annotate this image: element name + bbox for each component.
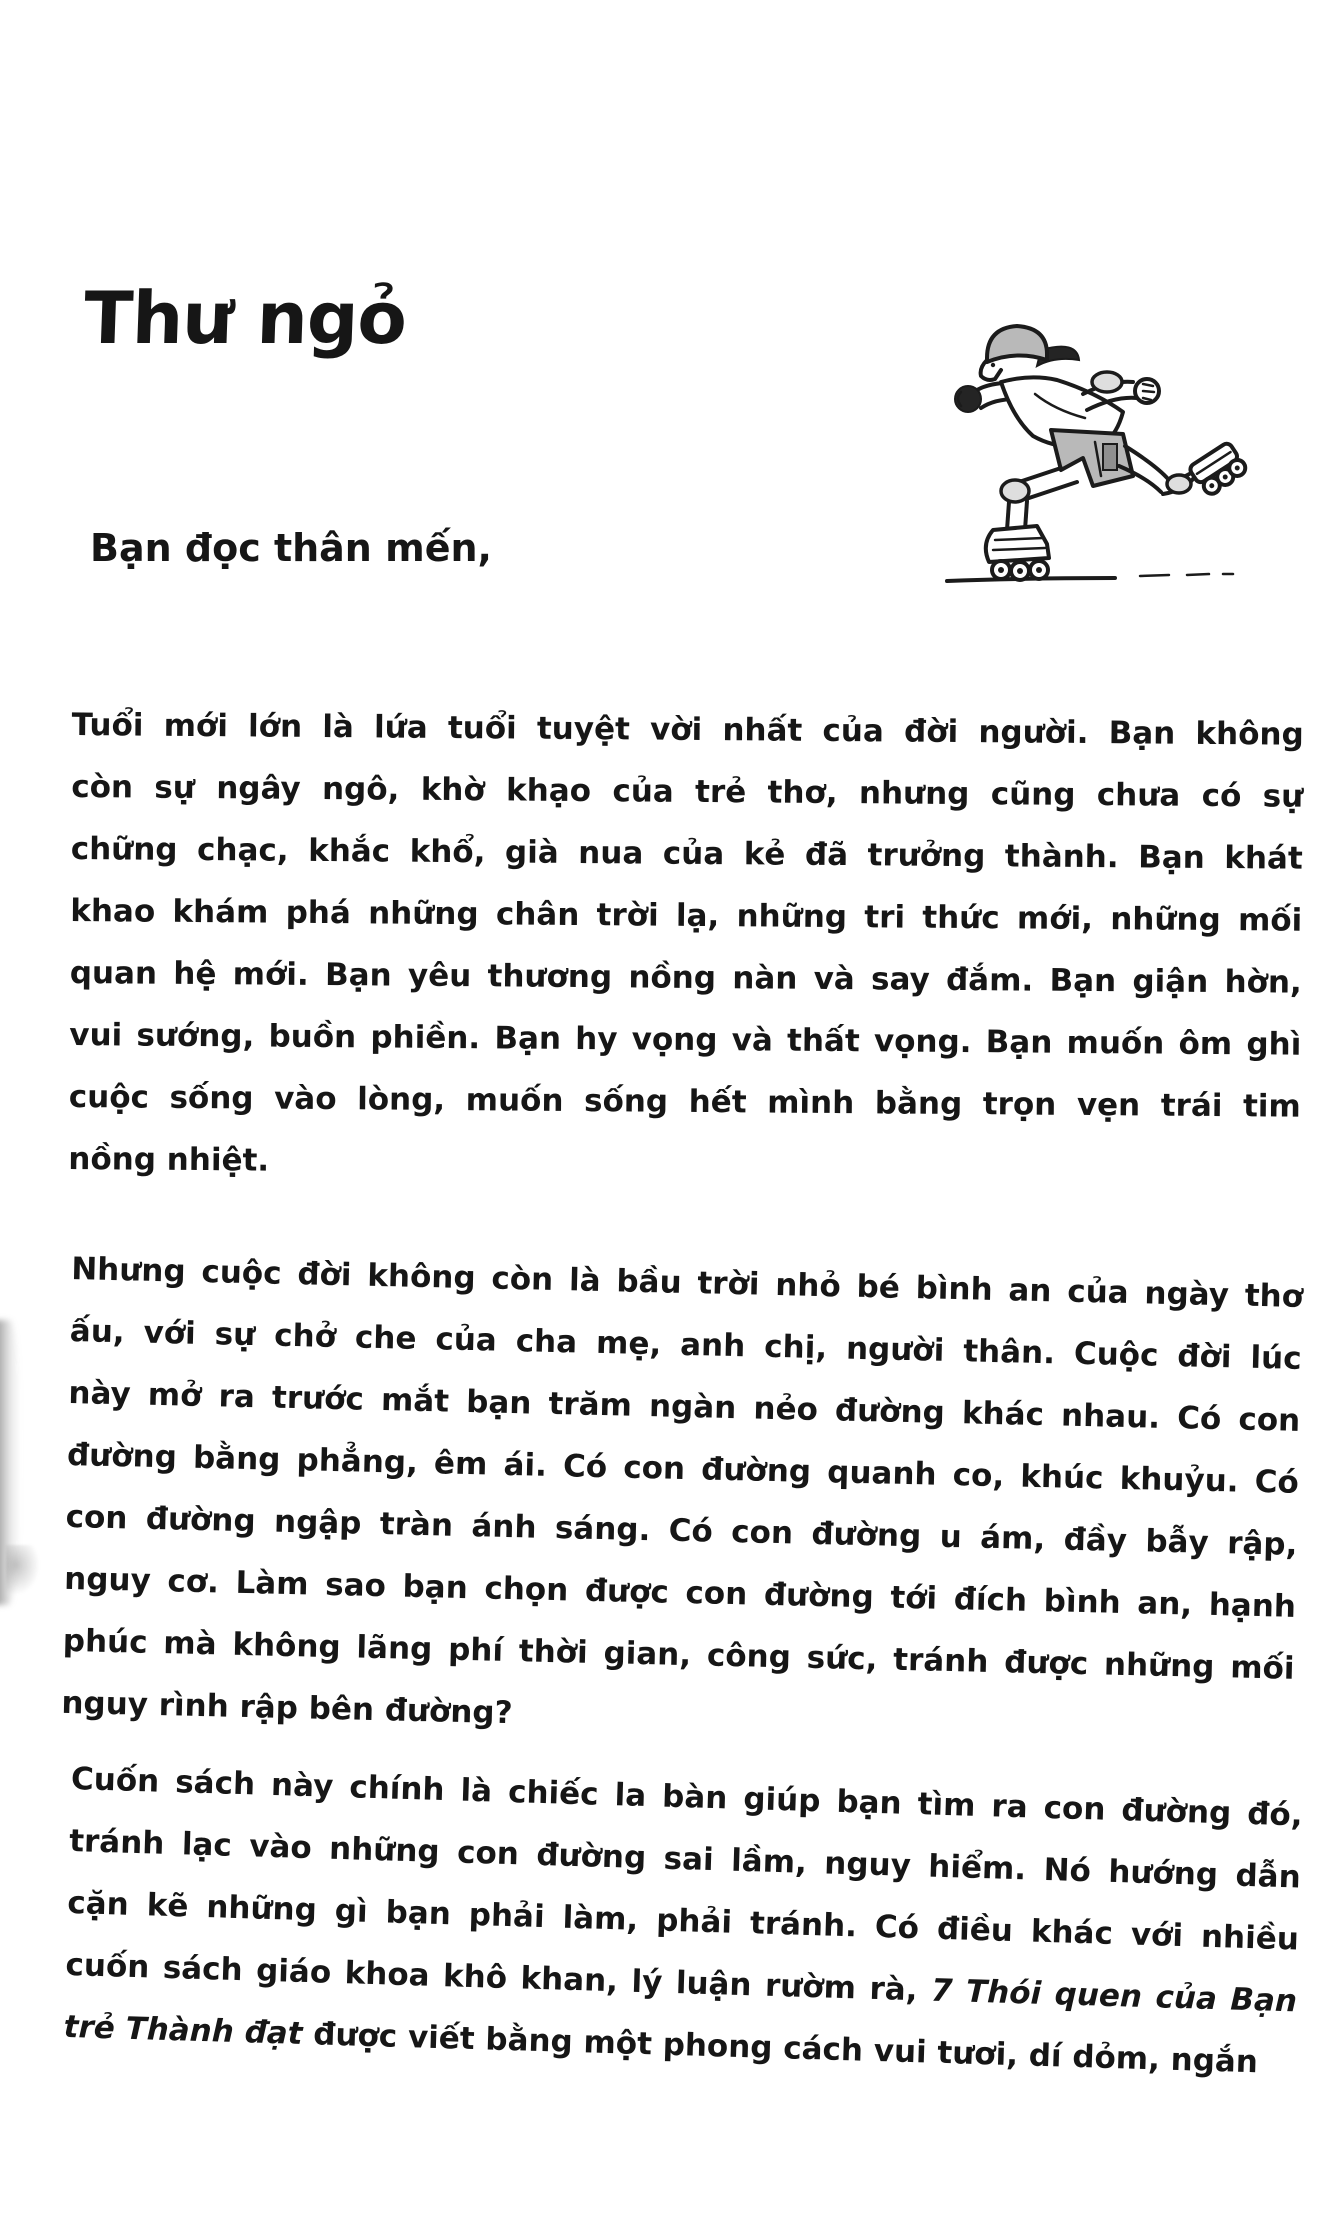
text-line: cuộc sống vào lòng, muốn sống hết mình bằng trọn vẹn trái tim [68,1078,1301,1125]
knee-pad-icon [1001,480,1029,502]
text-line: quan hệ mới. Bạn yêu thương nồng nàn và say đắm. Bạn giận hờn, [69,954,1302,1001]
book-title-reference: trẻ Thành đạt [63,2008,304,2052]
text-line: tránh lạc vào những con đường sai lầm, nguy hiểm. Nó hướng dẫn [68,1822,1302,1896]
lifted-skate-icon [1188,441,1249,498]
text-line: ấu, với sự chở che của cha mẹ, anh chị, người thân. Cuộc đời lúc [69,1312,1302,1377]
text-line: phúc mà không lãng phí thời gian, công sức, tránh được những mối [62,1622,1295,1687]
text-line: này mở ra trước mắt bạn trăm ngàn nẻo đường khác nhau. Có con [68,1374,1301,1439]
text-line: nguy rình rập bên đường? [61,1684,513,1732]
book-title-reference: 7 Thói quen của Bạn [930,1972,1298,2020]
paragraph-1 [68,694,1304,1200]
shorts [1051,430,1133,486]
text-line: Cuốn sách này chính là chiếc la bàn giúp bạn tìm ra con đường đó, [70,1760,1304,1834]
face-profile [981,360,1001,380]
text-line: nồng nhiệt. [68,1140,270,1179]
page-title: Thư ngỏ [82,276,408,361]
text-line: còn sự ngây ngô, khờ khạo của trẻ thơ, nhưng cũng chưa có sự [71,768,1304,815]
text-segment: cuốn sách giáo khoa khô khan, lý luận rườm rà, [65,1946,932,2009]
front-leg [986,468,1077,580]
text-line: khao khám phá những chân trời lạ, những tri thức mới, những mối [70,892,1303,939]
text-segment: được viết bằng một phong cách vui tươi, dí dỏm, ngắn [302,2015,1259,2081]
ground-line-icon [947,574,1233,581]
helmet-icon [987,326,1047,362]
skate-boot-icon [986,526,1049,562]
text-line: đường bằng phẳng, êm ái. Có con đường quanh co, khúc khuỷu. Có [66,1436,1300,1501]
back-leg [1119,441,1249,498]
text-line: con đường ngập tràn ánh sáng. Có con đường u ám, đầy bẫy rập, [65,1498,1298,1563]
text-line: chững chạc, khắc khổ, già nua của kẻ đã trưởng thành. Bạn khát [70,830,1303,877]
text-line: vui sướng, buồn phiền. Bạn hy vọng và thất vọng. Bạn muốn ôm ghì [69,1016,1302,1063]
text-line: nguy cơ. Làm sao bạn chọn được con đường tới đích bình an, hạnh [63,1560,1297,1625]
elbow-pad-icon [1092,372,1122,392]
greeting: Bạn đọc thân mến, [90,526,492,570]
paragraph-3 [63,1748,1304,2094]
text-line: Tuổi mới lớn là lứa tuổi tuyệt vời nhất của đời người. Bạn không [71,706,1304,753]
paragraph-2 [61,1238,1304,1762]
inline-skater-illustration [935,318,1265,590]
text-line: Nhưng cuộc đời không còn là bầu trời nhỏ bé bình an của ngày thơ [70,1250,1304,1315]
ankle-pad-icon [1167,475,1191,493]
scan-speckle-artifact [6,1545,40,1595]
text-line: cặn kẽ những gì bạn phải làm, phải tránh. Có điều khác với nhiều [66,1884,1300,1958]
head [981,326,1079,380]
